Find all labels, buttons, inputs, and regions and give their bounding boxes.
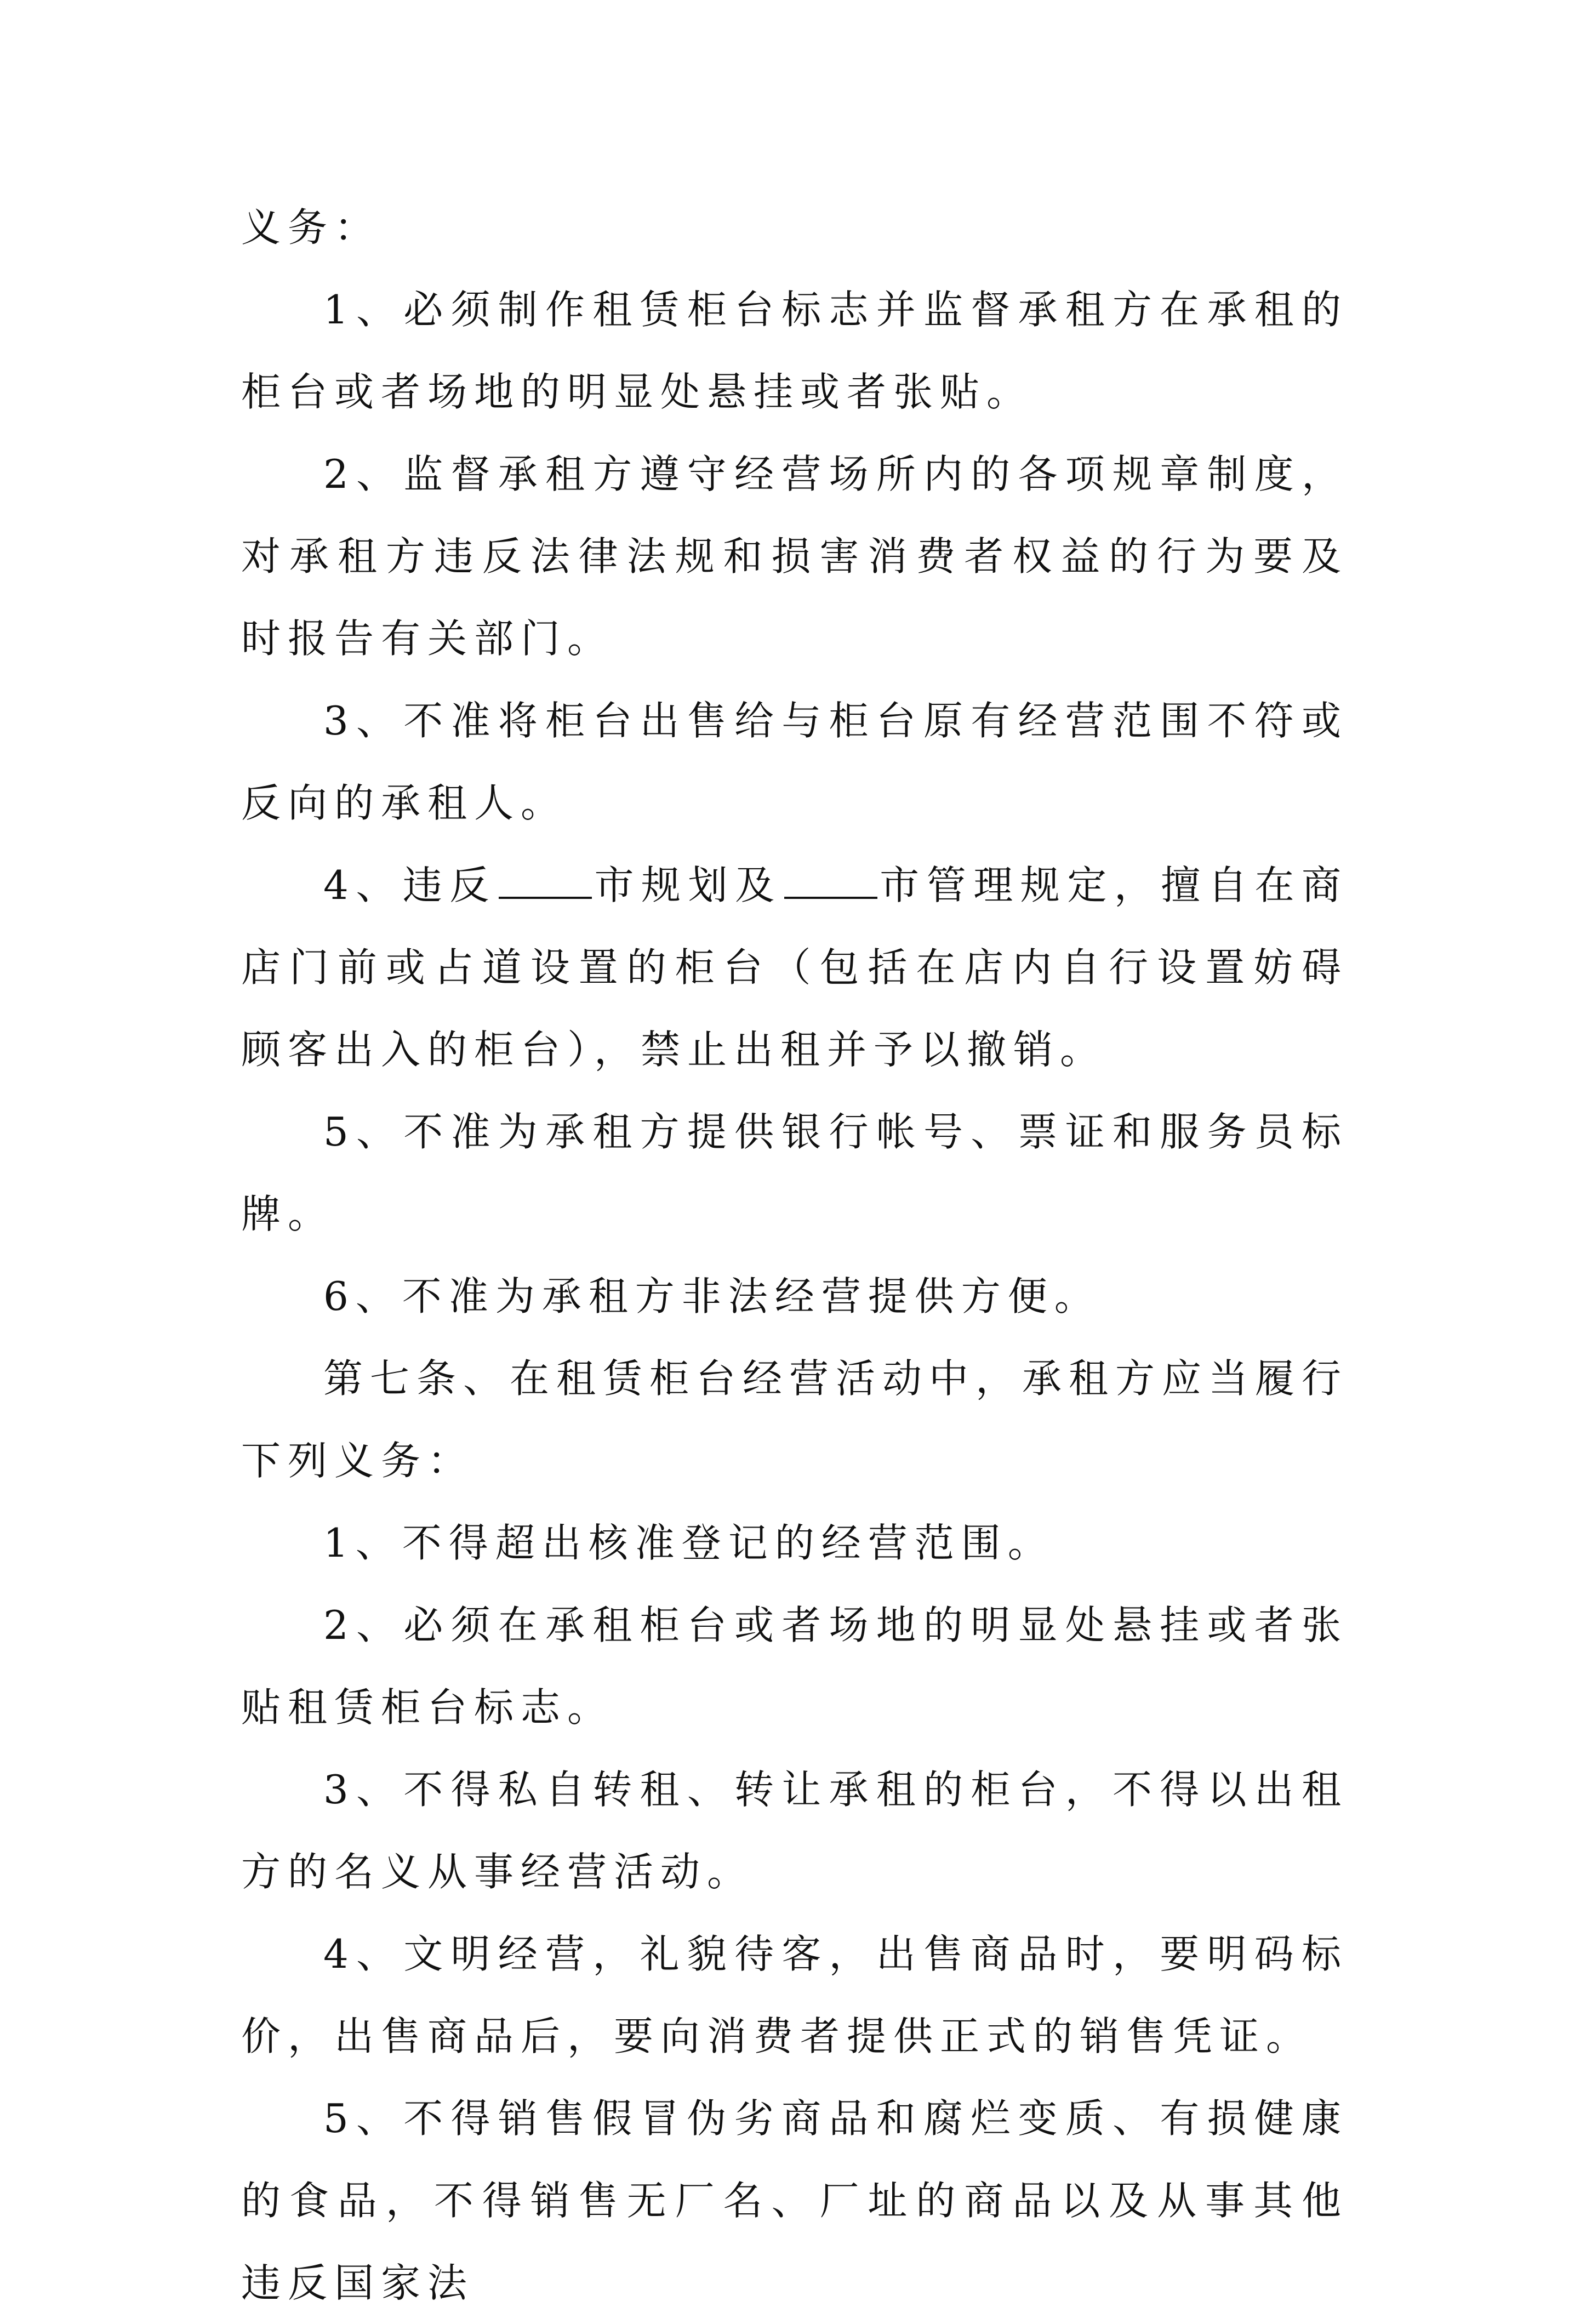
paragraph-lessor-item-3: 3、不准将柜台出售给与柜台原有经营范围不符或反向的承租人。 [241, 698, 1348, 826]
paragraph-article-7: 第七条、在租赁柜台经营活动中，承租方应当履行下列义务： [241, 1355, 1349, 1484]
paragraph-lessee-item-4: 4、文明经营，礼貌待客，出售商品时，要明码标价，出售商品后，要向消费者提供正式的销售凭证。 [241, 1931, 1348, 2059]
paragraph-lessor-item-1: 1、必须制作租赁柜台标志并监督承租方在承租的柜台或者场地的明显处悬挂或者张贴。 [241, 287, 1348, 415]
document-page [241, 186, 1348, 2324]
paragraph-lessor-item-4-part-1: 4、违反 [323, 862, 497, 908]
paragraph-lessee-item-5: 5、不得销售假冒伪劣商品和腐烂变质、有损健康的食品，不得销售无厂名、厂址的商品以及从事其他违反国家法 [241, 2095, 1348, 2306]
fill-in-blank-city-1 [499, 865, 592, 899]
fill-in-blank-city-2 [784, 865, 877, 899]
paragraph-lessor-item-2: 2、监督承租方遵守经营场所内的各项规章制度，对承租方违反法律法规和损害消费者权益的行为要及时报告有关部门。 [241, 451, 1348, 662]
paragraph-lessor-item-4-part-3: 市管理规定，擅自在商店门前或占道设置的柜台（包括在店内自行设置妨碍顾客出入的柜台），禁止出租并予以撤销。 [241, 862, 1348, 1073]
paragraph-obligations-heading: 义务： [241, 204, 381, 250]
paragraph-lessee-item-3: 3、不得私自转租、转让承租的柜台，不得以出租方的名义从事经营活动。 [241, 1767, 1348, 1895]
paragraph-lessor-item-5: 5、不准为承租方提供银行帐号、票证和服务员标牌。 [241, 1109, 1348, 1237]
paragraph-lessee-item-2: 2、必须在承租柜台或者场地的明显处悬挂或者张贴租赁柜台标志。 [241, 1602, 1348, 1730]
paragraph-lessor-item-4-part-2: 市规划及 [594, 862, 782, 908]
paragraph-lessor-item-6: 6、不准为承租方非法经营提供方便。 [323, 1273, 1101, 1319]
paragraph-lessor-item-4 [241, 844, 1348, 1091]
paragraph-lessee-item-1: 1、不得超出核准登记的经营范围。 [323, 1520, 1054, 1566]
